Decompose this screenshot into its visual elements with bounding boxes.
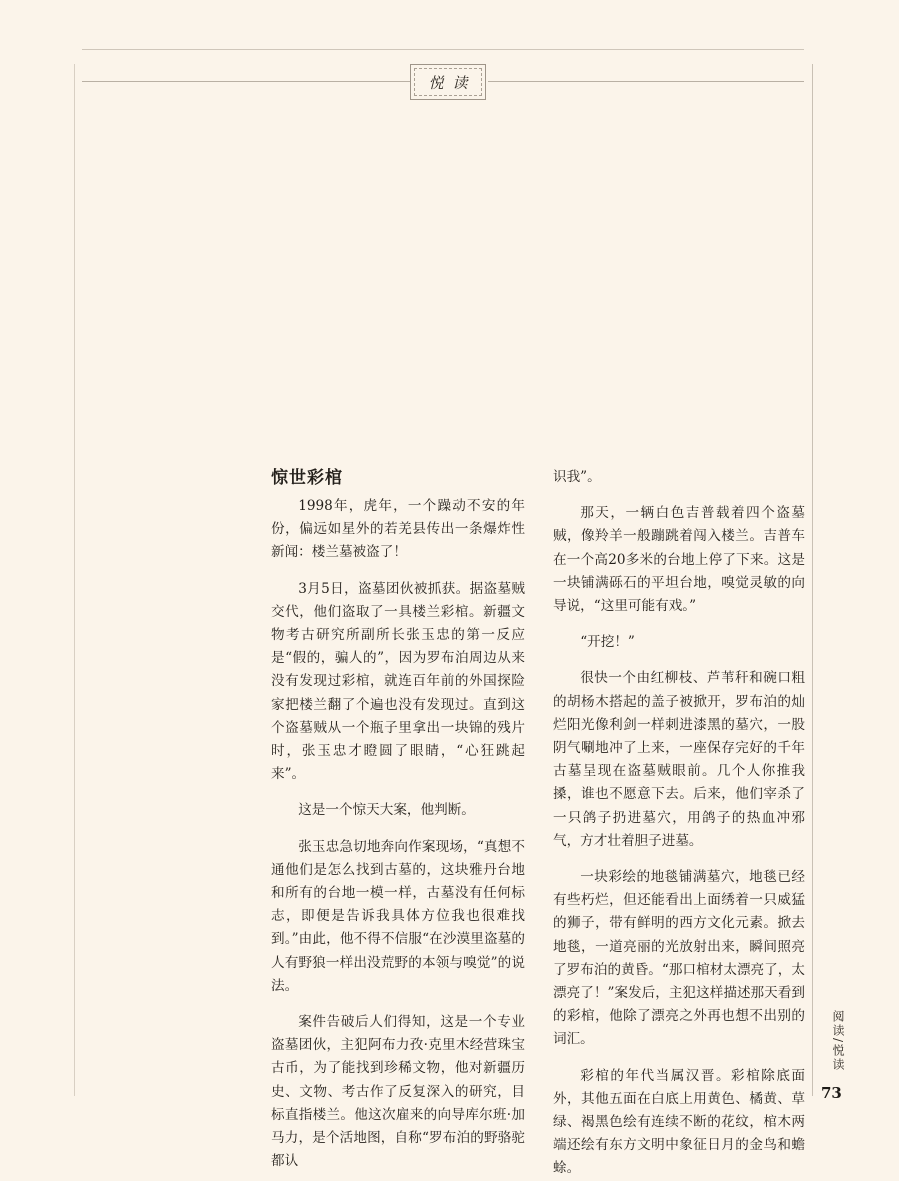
left-page-border [74,64,75,1096]
top-rule [82,49,804,50]
article-paragraph: 很快一个由红柳枝、芦苇秆和碗口粗的胡杨木搭起的盖子被掀开，罗布泊的灿烂阳光像利剑一样刺进漆黑的墓穴，一股阴气唰地冲了上来，一座保存完好的千年古墓呈现在盗墓贼眼前。几个人你推我搡，谁也不愿意下去。后来，他们宰杀了一只鸽子扔进墓穴，用鸽子的热血冲邪气，方才壮着胆子进墓。 [553,670,805,849]
article-paragraph-continued: 识我”。 [553,469,601,485]
article-column-right [553,466,805,1181]
section-side-label: 阅读/悦读 [831,1010,845,1073]
article-paragraph: 3月5日，盗墓团伙被抓获。据盗墓贼交代，他们盗取了一具楼兰彩棺。新疆文物考古研究所副所长张玉忠的第一反应是“假的，骗人的”，因为罗布泊周边从来没有发现过彩棺，就连百年前的外国探险家把楼兰翻了个遍也没有发现过。直到这个盗墓贼从一个瓶子里拿出一块锦的残片时，张玉忠才瞪圆了眼睛，“心狂跳起来”。 [271,580,525,783]
article-title: 惊世彩棺 [271,468,343,488]
section-badge [410,64,486,100]
article-paragraph: 彩棺的年代当属汉晋。彩棺除底面外，其他五面在白底上用黄色、橘黄、草绿、褐黑色绘有连续不断的花纹，棺木两端还绘有东方文明中象征日月的金鸟和蟾蜍。 [553,1067,805,1177]
article-paragraph: 张玉忠急切地奔向作案现场，“真想不通他们是怎么找到古墓的，这块雅丹台地和所有的台地一模一样，古墓没有任何标志，即便是告诉我具体方位我也很难找到。”由此，他不得不信服“在沙漠里盗墓的人有野狼一样出没荒野的本领与嗅觉”的说法。 [271,838,525,994]
page-number: 73 [821,1084,842,1102]
article-paragraph: 1998年，虎年，一个躁动不安的年份，偏远如星外的若羌县传出一条爆炸性新闻：楼兰墓被盗了！ [271,498,525,561]
article-paragraph: “开挖！” [580,634,635,651]
right-page-border [812,64,813,1096]
header-rule-right [488,81,804,82]
article-paragraph: 一块彩绘的地毯铺满墓穴，地毯已经有些朽烂，但还能看出上面绣着一只威猛的狮子，带有鲜明的西方文化元素。掀去地毯，一道亮丽的光放射出来，瞬间照亮了罗布泊的黄昏。“那口棺材太漂亮了，太漂亮了！”案发后，主犯这样描述那天看到的彩棺，他除了漂亮之外再也想不出别的词汇。 [553,869,805,1048]
article-paragraph: 案件告破后人们得知，这是一个专业盗墓团伙，主犯阿布力孜·克里木经营珠宝古币，为了能找到珍稀文物，他对新疆历史、文物、考古作了反复深入的研究，目标直指楼兰。他这次雇来的向导库尔班·加马力，是个活地图，自称“罗布泊的野骆驼都认 [271,1014,525,1170]
header-rule-left [82,81,410,82]
article-paragraph: 这是一个惊天大案，他判断。 [298,802,475,819]
article-paragraph: 那天，一辆白色吉普载着四个盗墓贼，像羚羊一般蹦跳着闯入楼兰。吉普车在一个高20多米的台地上停了下来。这是一块铺满砾石的平坦台地，嗅觉灵敏的向导说，“这里可能有戏。” [553,505,805,615]
section-badge-label: 悦读 [428,73,477,92]
article-column-left [271,466,525,1173]
